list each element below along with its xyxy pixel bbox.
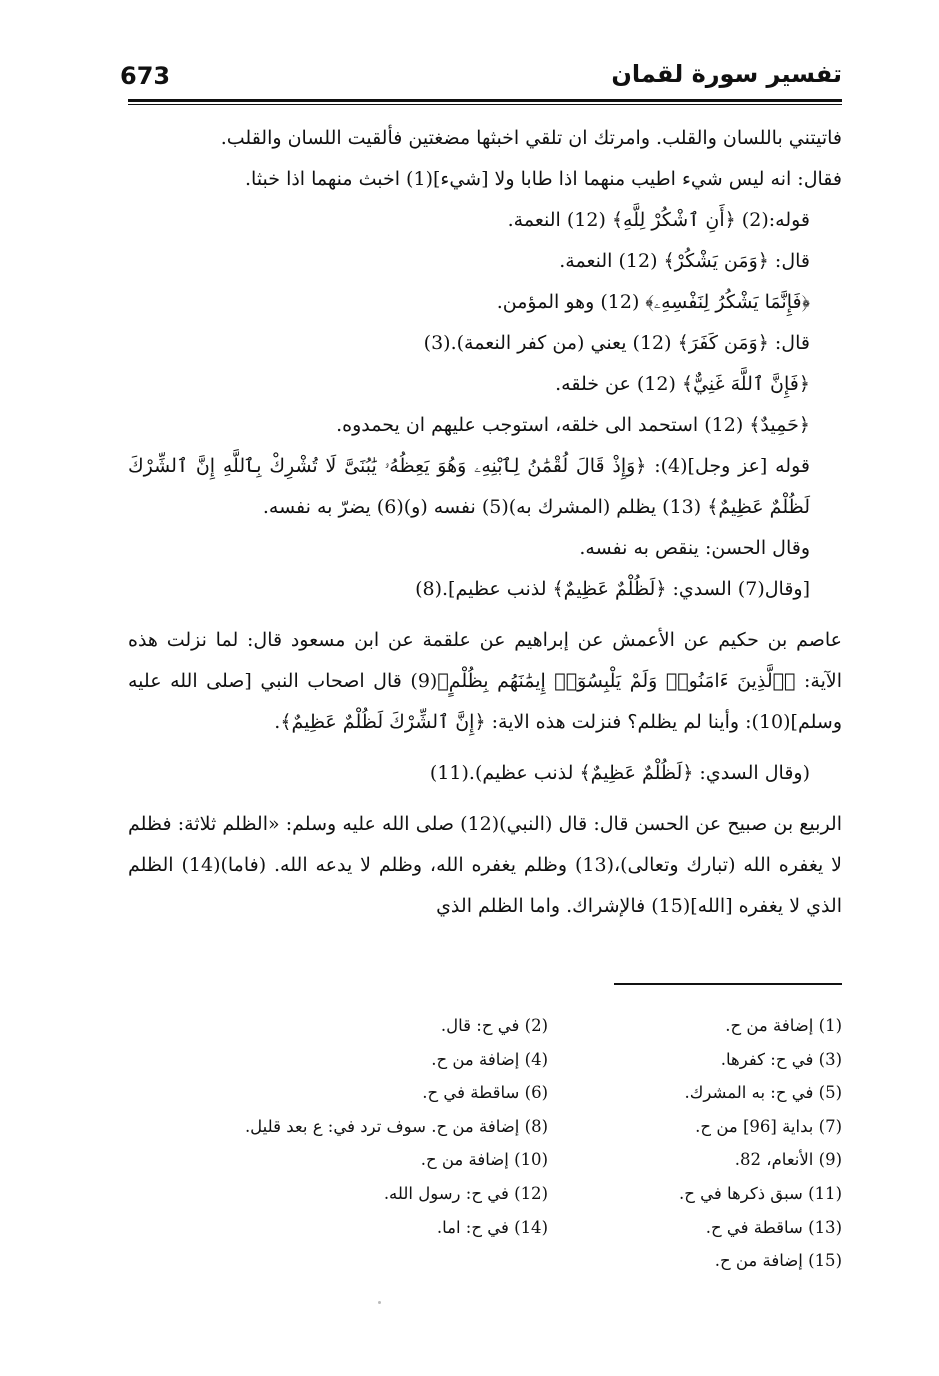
footnote-text: في ح: به المشرك. <box>684 1083 814 1103</box>
paragraph: وقال الحسن: ينقص به نفسه. <box>579 537 810 559</box>
footnotes-column-odd <box>560 1009 842 1278</box>
footnote-number: (3) <box>818 1049 842 1069</box>
paragraph: قوله [عز وجل](4): ﴿وَإِذْ قَالَ لُقْمَٰنُ لِٱبْنِهِۦ وَهُوَ يَعِظُهُۥ يَٰبُنَىَّ لَا تُشْرِكْ بِٱللَّهِ إِنَّ ٱلشِّرْكَ لَظُلْمٌ عَظِيمٌ﴾ (13) يظلم (المشرك به)(5) نفسه (و)(6) يضرّ به نفسه. <box>128 455 810 518</box>
footnote-number: (5) <box>818 1083 842 1103</box>
footnote-text: ساقطة في ح. <box>422 1083 520 1103</box>
footnote-number: (12) <box>514 1183 548 1203</box>
footnote-number: (14) <box>514 1217 548 1237</box>
footnote-text: إضافة من ح. <box>725 1016 814 1035</box>
page-header <box>120 60 842 96</box>
footnote-number: (2) <box>524 1016 548 1035</box>
footnote <box>128 1043 548 1077</box>
footnote <box>560 1177 842 1211</box>
footnote-rule <box>614 983 842 985</box>
scan-speck <box>378 1301 381 1304</box>
footnotes-column-even <box>128 1009 548 1244</box>
header-rule-thick <box>128 99 842 102</box>
footnote <box>560 1211 842 1245</box>
footnote-text: إضافة من ح. <box>431 1049 520 1069</box>
main-text <box>128 118 842 927</box>
footnote-number: (7) <box>818 1116 842 1136</box>
footnote <box>128 1009 548 1043</box>
paragraph: ﴿فَإِنَّمَا يَشْكُرُ لِنَفْسِهِۦ﴾ (12) وهو المؤمن. <box>496 291 810 313</box>
header-rule-thin <box>128 104 842 105</box>
footnote <box>128 1110 548 1144</box>
footnote <box>560 1076 842 1110</box>
paragraph: قوله:(2) ﴿أَنِ ٱشْكُرْ لِلَّهِ﴾ (12) النعمة. <box>507 209 810 231</box>
footnote <box>128 1177 548 1211</box>
paragraph: [وقال(7) السدي: ﴿لَظُلْمٌ عَظِيمٌ﴾ لذنب عظيم].(8) <box>415 578 810 600</box>
footnote <box>560 1009 842 1043</box>
paragraph: فقال: انه ليس شيء اطيب منهما اذا طابا ولا [شيء](1) اخبث منهما اذا خبثا. <box>244 168 842 190</box>
footnote-number: (1) <box>818 1016 842 1035</box>
paragraph: الربيع بن صبيح عن الحسن قال: قال (النبي)(12) صلى الله عليه وسلم: «الظلم ثلاثة: فظلم لا يغفره الله (تبارك وتعالى)،(13) وظلم يغفره الله، وظلم لا يدعه الله. (فاما)(14) الظلم الذي لا يغفره [الله](15) فالإشراك. واما الظلم الذي <box>128 813 842 917</box>
footnote-number: (6) <box>524 1083 548 1103</box>
footnote-number: (11) <box>808 1183 842 1203</box>
footnote <box>560 1244 842 1278</box>
footnote-text: ساقطة في ح. <box>705 1217 803 1237</box>
footnote-number: (15) <box>808 1251 842 1271</box>
footnote-text: في ح: اما. <box>436 1217 509 1237</box>
footnote-text: في ح: رسول الله. <box>383 1183 509 1203</box>
page-number: 673 <box>120 62 171 90</box>
footnote <box>560 1110 842 1144</box>
footnote <box>128 1211 548 1245</box>
footnote-text: الأنعام، 82. <box>734 1150 814 1170</box>
running-title: تفسير سورة لقمان <box>611 60 842 88</box>
footnote-text: سبق ذكرها في ح. <box>679 1183 803 1203</box>
footnote <box>128 1076 548 1110</box>
footnote-text: إضافة من ح. <box>420 1150 509 1170</box>
paragraph: ﴿حَمِيدٌ﴾ (12) استحمد الى خلقه، استوجب عليهم ان يحمدوه. <box>336 414 810 436</box>
paragraph: (وقال السدي: ﴿لَظُلْمٌ عَظِيمٌ﴾ لذنب عظيم).(11) <box>429 762 810 784</box>
paragraph: عاصم بن حكيم عن الأعمش عن إبراهيم عن علقمة عن ابن مسعود قال: لما نزلت هذه الآية: ﴿ٱلَّذِينَ ءَامَنُوا۟ وَلَمْ يَلْبِسُوٓا۟ إِيمَٰنَهُم بِظُلْمٍ﴾(9) قال اصحاب النبي [صلى الله عليه وسلم](10): وأينا لم يظلم؟ فنزلت هذه الاية: ﴿إِنَّ ٱلشِّرْكَ لَظُلْمٌ عَظِيمٌ﴾. <box>128 629 842 733</box>
footnote-text: بداية [96] من ح. <box>695 1116 814 1136</box>
footnote-number: (10) <box>514 1150 548 1170</box>
footnote-number: (9) <box>818 1150 842 1170</box>
footnote-text: إضافة من ح. سوف ترد في: ع بعد قليل. <box>244 1116 520 1136</box>
footnote-text: في ح: كفرها. <box>720 1049 814 1069</box>
footnote <box>128 1143 548 1177</box>
footnote <box>560 1143 842 1177</box>
footnote <box>560 1043 842 1077</box>
footnote-text: في ح: قال. <box>440 1016 520 1035</box>
paragraph: فاتيتني باللسان والقلب. وامرتك ان تلقي اخبثها مضغتين فألقيت اللسان والقلب. <box>220 127 842 149</box>
paragraph: قال: ﴿وَمَن يَشْكُرْ﴾ (12) النعمة. <box>559 250 810 272</box>
footnote-text: إضافة من ح. <box>714 1251 803 1271</box>
footnote-number: (8) <box>524 1116 548 1136</box>
footnote-number: (4) <box>524 1049 548 1069</box>
paragraph: ﴿فَإِنَّ ٱللَّهَ غَنِيٌّ﴾ (12) عن خلقه. <box>555 373 810 395</box>
paragraph: قال: ﴿وَمَن كَفَرَ﴾ (12) يعني (من كفر النعمة).(3) <box>423 332 810 354</box>
footnote-number: (13) <box>808 1217 842 1237</box>
